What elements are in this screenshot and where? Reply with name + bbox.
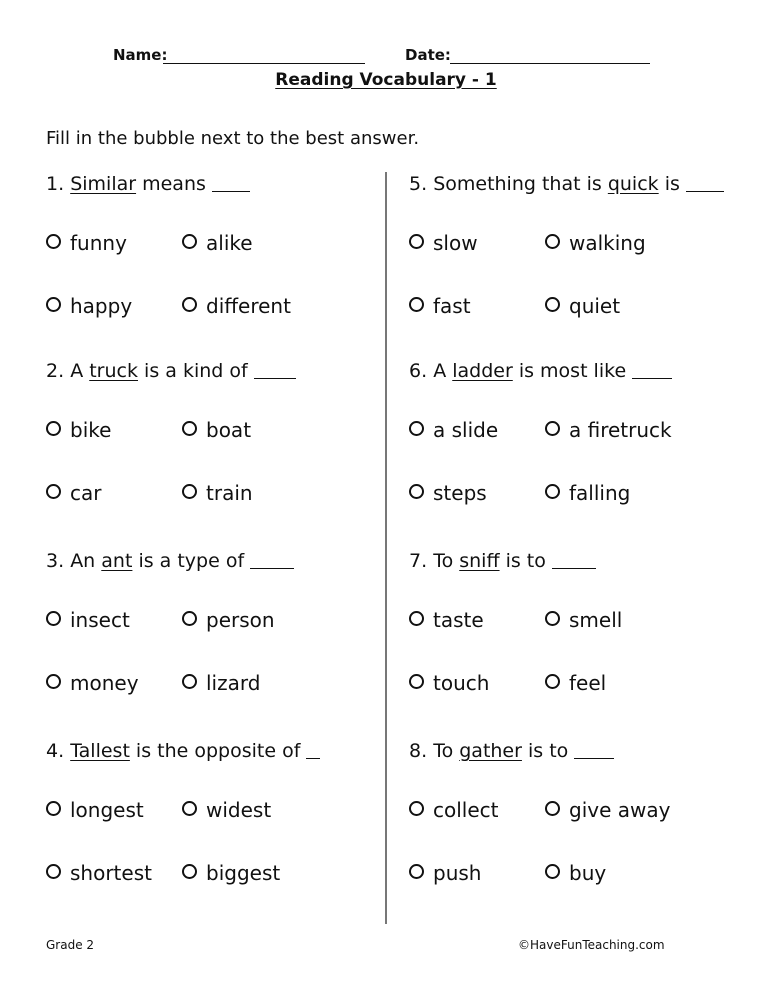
answer-bubble-icon[interactable]	[46, 421, 61, 436]
question-number: 3.	[46, 550, 65, 572]
answer-option[interactable]	[545, 418, 672, 442]
question-1	[46, 173, 250, 195]
answer-option[interactable]	[182, 861, 280, 885]
name-field[interactable]	[163, 63, 365, 64]
answer-bubble-icon[interactable]	[182, 484, 197, 499]
answer-bubble-icon[interactable]	[409, 297, 424, 312]
question-number: 1.	[46, 173, 65, 195]
answer-bubble-icon[interactable]	[182, 297, 197, 312]
answer-bubble-icon[interactable]	[46, 864, 61, 879]
answer-option[interactable]	[545, 481, 630, 505]
vocabulary-word: quick	[607, 173, 659, 195]
answer-option-label: falling	[569, 481, 631, 505]
answer-option[interactable]	[46, 798, 144, 822]
vocabulary-word: ladder	[452, 360, 513, 382]
answer-bubble-icon[interactable]	[46, 611, 61, 626]
answer-bubble-icon[interactable]	[409, 674, 424, 689]
answer-option[interactable]	[182, 481, 253, 505]
answer-option-label: buy	[569, 861, 607, 885]
answer-bubble-icon[interactable]	[545, 674, 560, 689]
answer-option[interactable]	[46, 671, 139, 695]
answer-bubble-icon[interactable]	[409, 611, 424, 626]
answer-bubble-icon[interactable]	[46, 234, 61, 249]
answer-option-label: give away	[569, 798, 671, 822]
answer-option[interactable]	[409, 294, 471, 318]
vocabulary-word: Tallest	[70, 740, 130, 762]
answer-option-label: push	[433, 861, 482, 885]
column-divider	[385, 172, 387, 924]
answer-option-label: funny	[70, 231, 127, 255]
answer-option[interactable]	[182, 231, 253, 255]
date-field[interactable]	[450, 63, 650, 64]
answer-bubble-icon[interactable]	[545, 611, 560, 626]
answer-option[interactable]	[409, 671, 489, 695]
answer-bubble-icon[interactable]	[182, 234, 197, 249]
question-suffix: is a kind of	[138, 360, 254, 382]
answer-option[interactable]	[409, 481, 487, 505]
answer-option[interactable]	[182, 608, 275, 632]
answer-blank	[574, 757, 614, 759]
question-suffix: is	[658, 173, 686, 195]
answer-option[interactable]	[409, 861, 481, 885]
answer-option-label: shortest	[70, 861, 152, 885]
question-6	[409, 360, 672, 382]
worksheet-title: Reading Vocabulary - 1	[275, 70, 497, 90]
question-suffix: means	[136, 173, 212, 195]
question-8	[409, 740, 614, 762]
answer-option[interactable]	[545, 608, 622, 632]
question-suffix: is to	[521, 740, 575, 762]
header-row	[0, 44, 772, 70]
answer-option-label: steps	[433, 481, 487, 505]
answer-option-label: collect	[433, 798, 499, 822]
answer-bubble-icon[interactable]	[409, 484, 424, 499]
answer-option[interactable]	[545, 294, 620, 318]
answer-option-label: different	[206, 294, 291, 318]
answer-bubble-icon[interactable]	[46, 674, 61, 689]
answer-blank	[306, 757, 320, 759]
answer-bubble-icon[interactable]	[545, 297, 560, 312]
answer-option-label: biggest	[206, 861, 281, 885]
answer-option[interactable]	[46, 294, 132, 318]
answer-bubble-icon[interactable]	[46, 297, 61, 312]
answer-bubble-icon[interactable]	[545, 234, 560, 249]
answer-option-label: feel	[569, 671, 607, 695]
question-prefix: To	[433, 740, 460, 762]
question-3	[46, 550, 294, 572]
instruction-text: Fill in the bubble next to the best answer.	[46, 128, 420, 149]
question-prefix: An	[70, 550, 102, 572]
question-prefix: Something that is	[433, 173, 608, 195]
grade-label: Grade 2	[46, 938, 95, 952]
question-prefix: A	[433, 360, 453, 382]
answer-option-label: fast	[433, 294, 471, 318]
answer-option-label: longest	[70, 798, 144, 822]
answer-option[interactable]	[46, 608, 130, 632]
answer-bubble-icon[interactable]	[46, 801, 61, 816]
answer-option[interactable]	[409, 608, 484, 632]
answer-option[interactable]	[409, 418, 498, 442]
answer-blank	[632, 377, 672, 379]
answer-bubble-icon[interactable]	[182, 421, 197, 436]
answer-bubble-icon[interactable]	[182, 801, 197, 816]
answer-bubble-icon[interactable]	[545, 864, 560, 879]
answer-option-label: a firetruck	[569, 418, 672, 442]
answer-bubble-icon[interactable]	[46, 484, 61, 499]
answer-option-label: boat	[206, 418, 252, 442]
answer-option-label: alike	[206, 231, 253, 255]
answer-option[interactable]	[545, 798, 670, 822]
question-number: 4.	[46, 740, 65, 762]
answer-option[interactable]	[545, 671, 606, 695]
answer-option[interactable]	[182, 418, 251, 442]
copyright-text: ©HaveFunTeaching.com	[518, 938, 665, 952]
question-suffix: is most like	[512, 360, 633, 382]
answer-option-label: insect	[70, 608, 130, 632]
question-number: 6.	[409, 360, 428, 382]
answer-bubble-icon[interactable]	[409, 421, 424, 436]
answer-option[interactable]	[46, 481, 101, 505]
answer-option-label: walking	[569, 231, 646, 255]
answer-bubble-icon[interactable]	[182, 674, 197, 689]
vocabulary-word: sniff	[459, 550, 500, 572]
answer-option-label: bike	[70, 418, 112, 442]
answer-option[interactable]	[46, 418, 111, 442]
answer-option-label: car	[70, 481, 102, 505]
answer-bubble-icon[interactable]	[409, 864, 424, 879]
question-number: 7.	[409, 550, 428, 572]
answer-option-label: touch	[433, 671, 490, 695]
name-label: Name:	[113, 46, 168, 64]
question-suffix: is a type of	[132, 550, 251, 572]
answer-option[interactable]	[182, 294, 291, 318]
answer-option-label: taste	[433, 608, 484, 632]
answer-option[interactable]	[182, 798, 271, 822]
answer-option-label: widest	[206, 798, 272, 822]
answer-bubble-icon[interactable]	[182, 864, 197, 879]
answer-bubble-icon[interactable]	[182, 611, 197, 626]
answer-option-label: lizard	[206, 671, 261, 695]
vocabulary-word: ant	[101, 550, 133, 572]
answer-option-label: happy	[70, 294, 133, 318]
question-4	[46, 740, 320, 762]
answer-option[interactable]	[545, 231, 646, 255]
answer-option[interactable]	[409, 798, 499, 822]
answer-option-label: a slide	[433, 418, 499, 442]
question-5	[409, 173, 724, 195]
answer-blank	[254, 377, 296, 379]
question-number: 5.	[409, 173, 428, 195]
answer-bubble-icon[interactable]	[409, 234, 424, 249]
answer-option-label: train	[206, 481, 253, 505]
vocabulary-word: truck	[89, 360, 138, 382]
answer-option[interactable]	[409, 231, 478, 255]
answer-bubble-icon[interactable]	[409, 801, 424, 816]
answer-blank	[686, 190, 724, 192]
answer-option-label: smell	[569, 608, 623, 632]
answer-bubble-icon[interactable]	[545, 421, 560, 436]
answer-option[interactable]	[46, 231, 127, 255]
question-number: 2.	[46, 360, 65, 382]
question-2	[46, 360, 296, 382]
question-suffix: is to	[499, 550, 552, 572]
answer-option-label: person	[206, 608, 275, 632]
question-prefix: To	[433, 550, 460, 572]
answer-option-label: money	[70, 671, 139, 695]
question-number: 8.	[409, 740, 428, 762]
answer-option[interactable]	[46, 861, 152, 885]
answer-option-label: quiet	[569, 294, 621, 318]
vocabulary-word: gather	[459, 740, 522, 762]
question-suffix: is the opposite of	[129, 740, 307, 762]
answer-bubble-icon[interactable]	[545, 484, 560, 499]
answer-option[interactable]	[182, 671, 260, 695]
question-7	[409, 550, 596, 572]
answer-option[interactable]	[545, 861, 606, 885]
answer-option-label: slow	[433, 231, 478, 255]
vocabulary-word: Similar	[70, 173, 137, 195]
answer-blank	[250, 567, 294, 569]
answer-blank	[552, 567, 596, 569]
question-prefix: A	[70, 360, 90, 382]
answer-bubble-icon[interactable]	[545, 801, 560, 816]
date-label: Date:	[405, 46, 451, 64]
answer-blank	[212, 190, 250, 192]
